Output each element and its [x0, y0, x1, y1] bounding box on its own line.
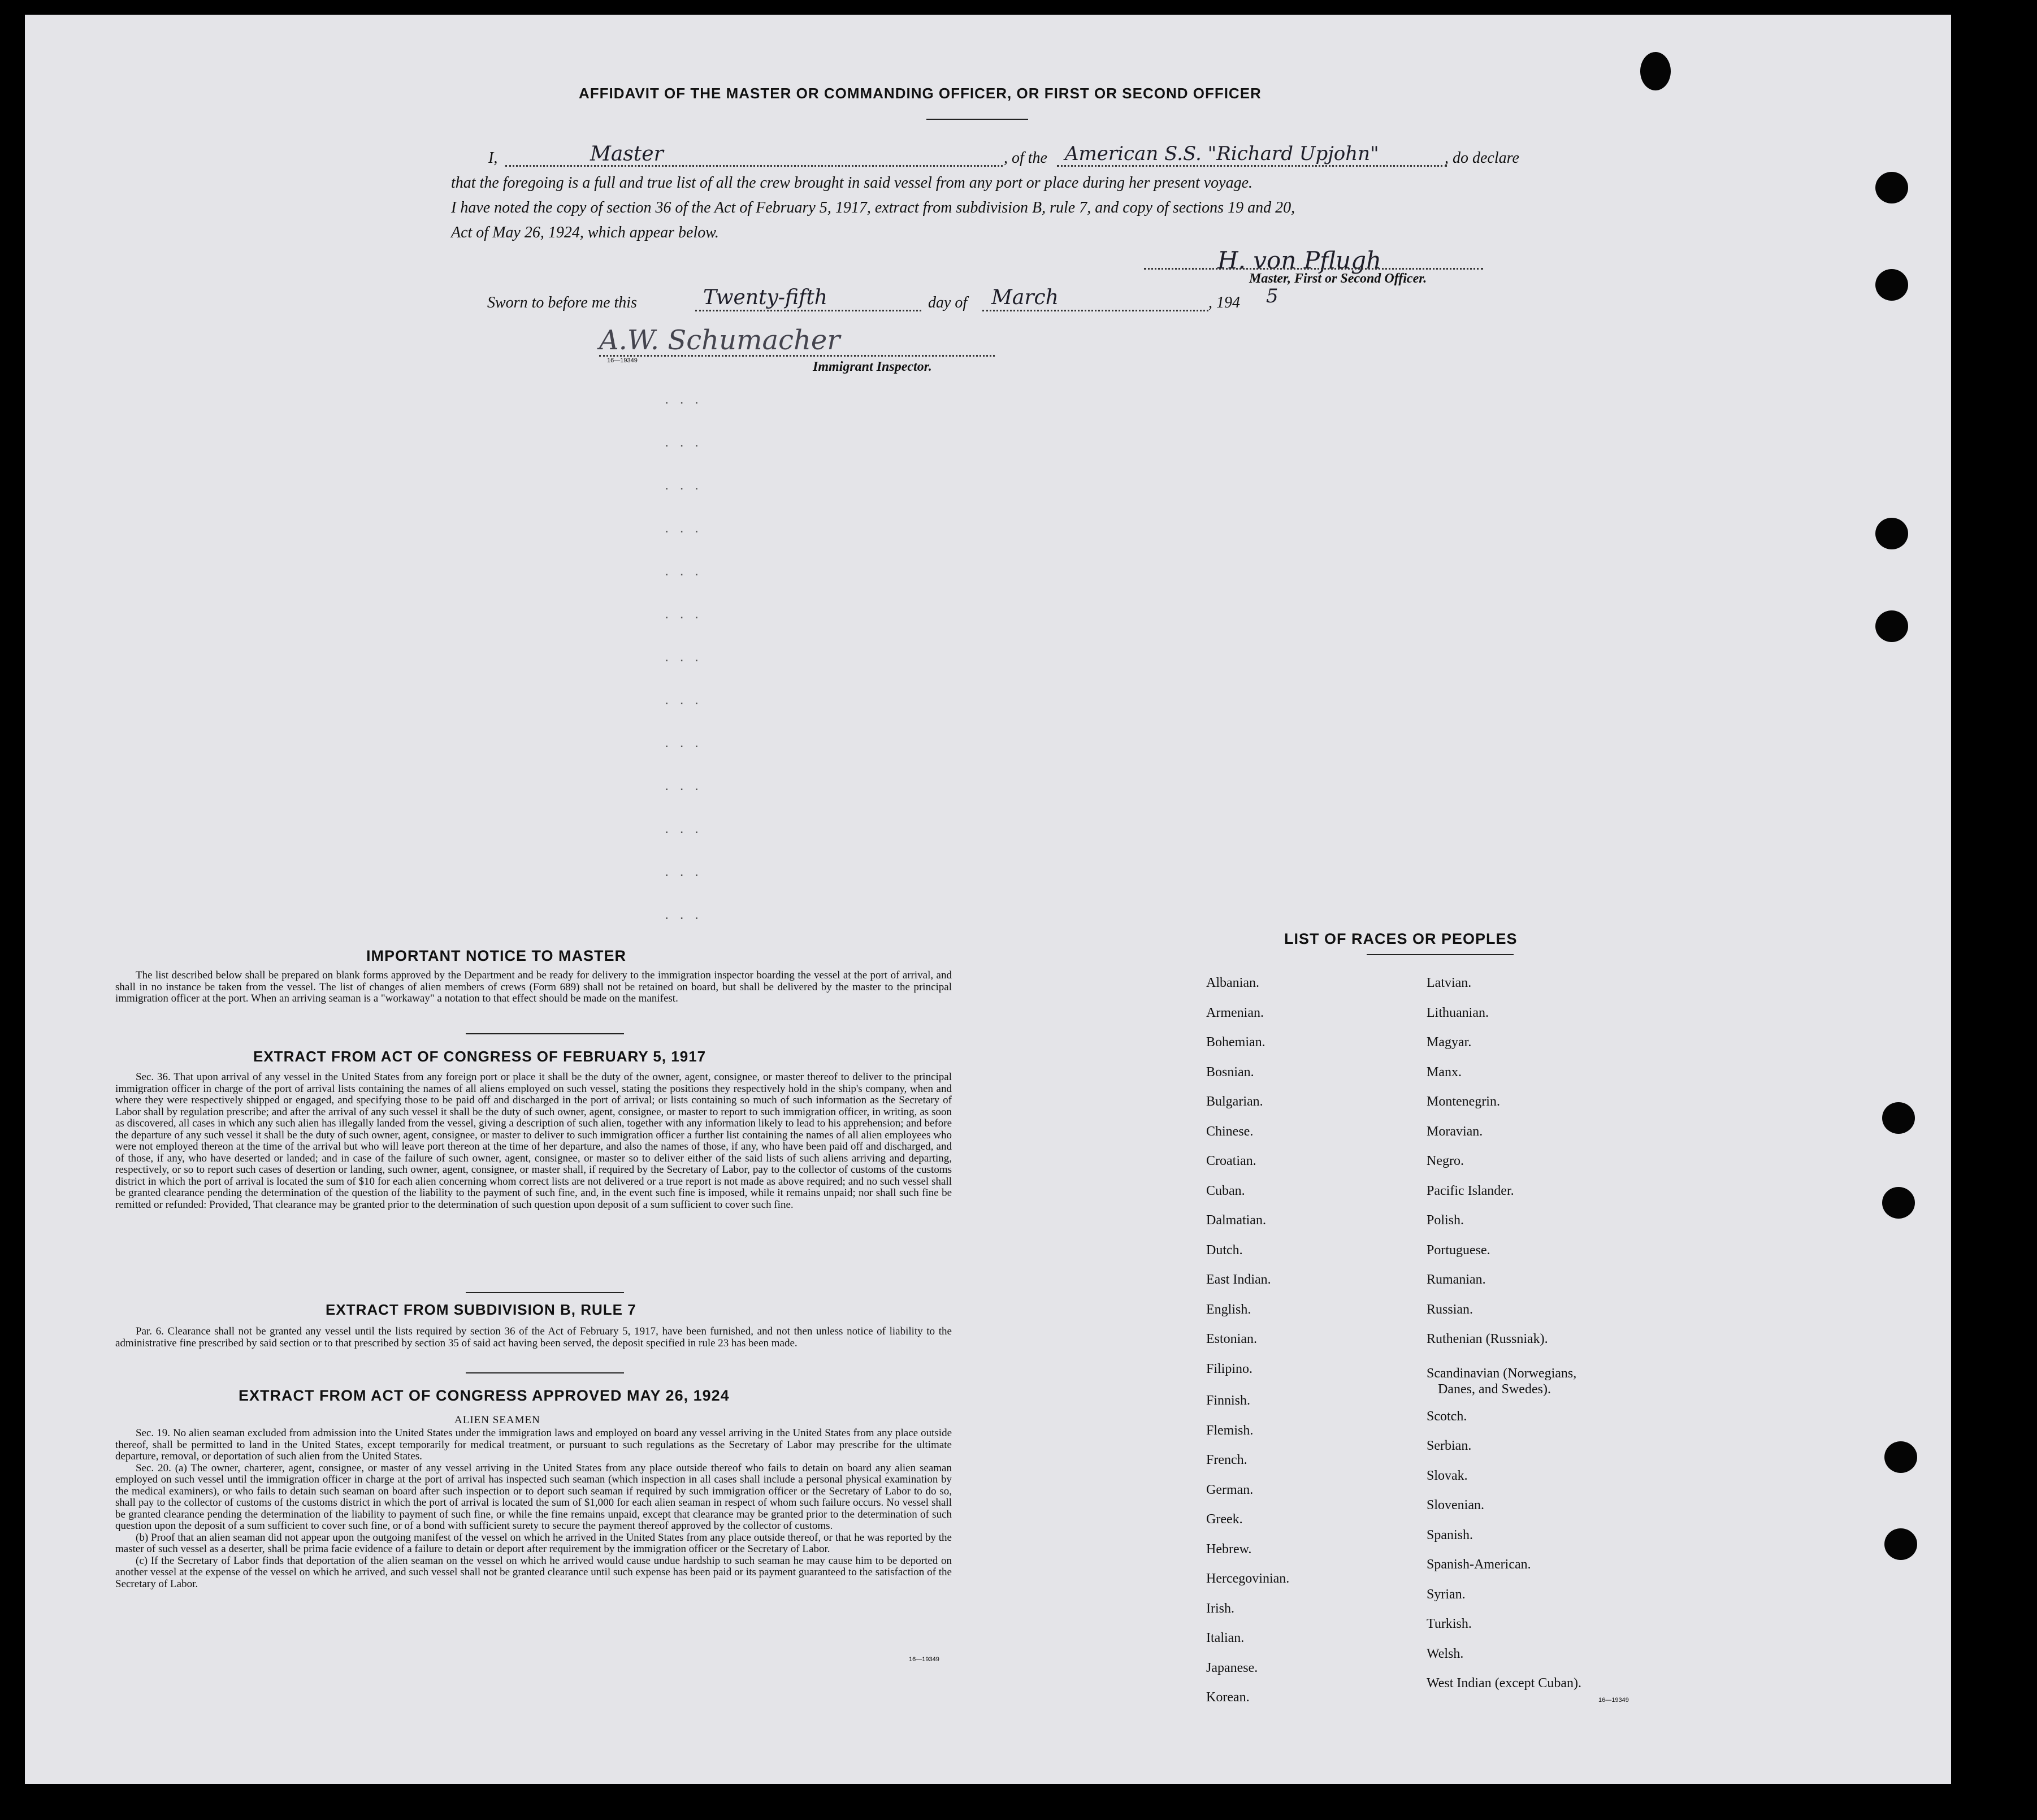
race-item: French. — [1206, 1453, 1247, 1467]
race-item: English. — [1206, 1302, 1251, 1317]
extract-1924-subtitle: ALIEN SEAMEN — [454, 1414, 540, 1426]
races-rule — [1367, 954, 1514, 955]
affidavit-line1-mid: , of the — [1004, 149, 1047, 167]
punch-hole — [1875, 518, 1908, 549]
faint-dots: . . . — [665, 691, 703, 708]
race-item: Ruthenian (Russniak). — [1427, 1332, 1548, 1346]
race-item: Lithuanian. — [1427, 1005, 1489, 1020]
section-rule — [466, 1033, 624, 1034]
race-item: Bosnian. — [1206, 1064, 1254, 1080]
sec-20c: (c) If the Secretary of Labor finds that deportation of the alien seaman on the vessel on which he arrived would cause undue hardship to such seaman he may cause him to be deported on another vessel at the expense of the vessel on which he arrived, and such vessel shall not be granted clearance until such expense has been paid or its payment guaranteed to the satisfaction of the Secretary of Labor. — [115, 1554, 952, 1590]
inspector-caption: Immigrant Inspector. — [813, 359, 932, 374]
day-of-label: day of — [928, 294, 968, 311]
race-item: Magyar. — [1427, 1035, 1472, 1050]
year-prefix: , 194 — [1208, 294, 1240, 311]
race-item: Portuguese. — [1427, 1242, 1490, 1258]
race-item: Latvian. — [1427, 976, 1472, 990]
race-item: German. — [1206, 1482, 1254, 1497]
faint-dots: . . . — [665, 433, 703, 450]
punch-hole — [1882, 1187, 1915, 1219]
affidavit-line2: that the foregoing is a full and true list of all the crew brought in said vessel from any port or place during her present voyage. — [451, 174, 1253, 192]
affidavit-title: AFFIDAVIT OF THE MASTER OR COMMANDING OFFICER, OR FIRST OR SECOND OFFICER — [579, 85, 1262, 102]
affidavit-line3: I have noted the copy of section 36 of the Act of February 5, 1917, extract from subdivision B, rule 7, and copy of sections 19 and 20, — [451, 199, 1295, 216]
faint-dots: . . . — [665, 390, 703, 407]
race-item: Pacific Islander. — [1427, 1183, 1514, 1198]
extract-1917-text: Sec. 36. That upon arrival of any vessel in the United States from any foreign port or place it shall be the duty of the owner, agent, consignee, or master thereof to deliver to the principal immigration officer in charge of the port of arrival lists containing the names of all aliens employed on such vessel, stating the positions they respectively hold in the ship's company, when and where they were respectively shipped or engaged, and specifying those to be paid off and discharged in the port of arrival; or lists containing so much of such information as the Secretary of Labor shall by regulation prescribe; and after the arrival of any such vessel it shall be the duty of such owner, agent, consignee, or master to report to such immigration officer, in writing, as soon as discovered, all cases in which any such alien has illegally landed from the vessel, giving a description of such alien, together with any information likely to lead to his apprehension; and before the departure of any such vessel it shall be the duty of such owner, agent, consignee, or master to deliver to such immigration officer a further list containing the names of all alien employees who were not employed thereon at the time of the arrival but who will leave port thereon at the time of her departure, and also the names of those, if any, who have been paid off and discharged, and of those, if any, who have deserted or landed; and in case of the failure of such owner, agent, consignee, or master so to deliver either of the said lists of such aliens arriving and departing, respectively, or so to report such cases of desertion or landing, such owner, agent, consignee, or master shall, if required by the Secretary of Labor, pay to the collector of customs of the customs district in which the port of arrival is located the sum of $10 for each alien concerning whom correct lists are not delivered or a true report is not made as above required; and no such vessel shall be granted clearance pending the determination of the question of the liability to the payment of such fine, and, in the event such fine is imposed, while it remains unpaid; nor shall such fine be remitted or refunded: Provided, That clearance may be granted prior to the determination of such question upon deposit of a sum sufficient to cover such fine. — [115, 1071, 952, 1211]
race-item: Slovenian. — [1427, 1498, 1484, 1513]
faint-dots: . . . — [665, 863, 703, 879]
section-rule — [466, 1292, 624, 1293]
race-item: Slovak. — [1427, 1468, 1468, 1483]
race-item: Flemish. — [1206, 1423, 1254, 1438]
handwritten-day: Twenty-fifth — [703, 286, 827, 309]
race-item: Hebrew. — [1206, 1541, 1252, 1557]
punch-hole — [1875, 269, 1908, 301]
month-blank-line — [982, 310, 1208, 311]
punch-hole — [1640, 52, 1671, 90]
race-item: Manx. — [1427, 1064, 1462, 1080]
race-item: Syrian. — [1427, 1587, 1466, 1602]
race-item: Albanian. — [1206, 976, 1259, 990]
day-blank-line — [695, 310, 921, 311]
sec-20a: Sec. 20. (a) The owner, charterer, agent, consignee, or master of any vessel arriving in the United States from any place outside thereof who fails to detain on board any alien seaman employed on such vessel until the immigration officer in charge at the port of arrival has inspected such seaman (which inspection in all cases shall include a personal physical examination by the medical examiners), or who fails to detain such seaman on board after such inspection or to deport such seaman if required by such immigration officer or the Secretary of Labor to do so, shall pay to the collector of customs of the customs district in which the port of arrival is located the sum of $1,000 for each alien seaman in respect of whom such failure occurs. No vessel shall be granted clearance pending the determination of the liability to payment of such fine, or while the fine remains unpaid, except that clearance may be granted prior to the determination of such question upon the deposit of a sum sufficient to cover such fine, or of a bond with sufficient surety to secure the payment thereof approved by the collector of customs. — [115, 1462, 952, 1532]
handwritten-month: March — [991, 286, 1059, 309]
race-item: Negro. — [1427, 1154, 1464, 1168]
race-item: Bulgarian. — [1206, 1094, 1263, 1109]
race-item: East Indian. — [1206, 1272, 1271, 1287]
extract-rule7-title: EXTRACT FROM SUBDIVISION B, RULE 7 — [326, 1301, 636, 1318]
handwritten-officer-title: Master — [590, 142, 664, 166]
race-item: Rumanian. — [1427, 1272, 1486, 1287]
race-item: Italian. — [1206, 1631, 1245, 1645]
sworn-prefix: Sworn to before me this — [487, 294, 637, 311]
faint-dots: . . . — [665, 777, 703, 794]
race-item: Welsh. — [1427, 1646, 1464, 1661]
affidavit-line1-end: , do declare — [1445, 149, 1519, 167]
extract-1917-title: EXTRACT FROM ACT OF CONGRESS OF FEBRUARY 5, 1917 — [253, 1048, 707, 1065]
notice-title: IMPORTANT NOTICE TO MASTER — [366, 947, 626, 964]
race-item: Turkish. — [1427, 1617, 1472, 1631]
affidavit-line1-prefix: I, — [488, 149, 498, 167]
officer-blank-line — [505, 165, 1003, 167]
signature-line — [1144, 268, 1483, 270]
extract-1924-title: EXTRACT FROM ACT OF CONGRESS APPROVED MAY 26, 1924 — [239, 1387, 730, 1404]
race-item: Spanish. — [1427, 1527, 1473, 1542]
faint-dots: . . . — [665, 648, 703, 665]
extract-1924-text — [115, 1428, 952, 1590]
section-rule — [466, 1372, 624, 1373]
faint-dots: . . . — [665, 605, 703, 622]
punch-hole — [1882, 1102, 1915, 1134]
race-item: Estonian. — [1206, 1332, 1257, 1346]
notice-text: The list described below shall be prepared on blank forms approved by the Department and be ready for delivery to the immigration inspector boarding the vessel at the port of arrival, and shall in no instance be taken from the vessel. The list of changes of alien members of crews (Form 689) shall not be retained on board, but shall be delivered by the master to the principal immigration officer at the port. When an arriving seaman is a "workaway" a notation to that effect should be made on the manifest. — [115, 969, 952, 1004]
sec-19: Sec. 19. No alien seaman excluded from admission into the United States under the immigration laws and employed on board any vessel arriving in the United States from any place outside thereof, shall be permitted to land in the United States, except temporarily for medical treatment, or pursuant to such regulations as the Secretary of Labor may prescribe for the ultimate departure, removal, or deportation of such alien from the United States. — [115, 1427, 952, 1462]
race-item: Serbian. — [1427, 1438, 1472, 1453]
race-item: Spanish-American. — [1427, 1557, 1531, 1572]
handwritten-vessel-name: American S.S. "Richard Upjohn" — [1065, 142, 1379, 165]
affidavit-line4: Act of May 26, 1924, which appear below. — [451, 224, 719, 241]
inspector-signature: A.W. Schumacher — [599, 324, 840, 356]
faint-dots: . . . — [665, 734, 703, 751]
punch-hole — [1884, 1528, 1917, 1560]
race-item: Korean. — [1206, 1690, 1250, 1705]
race-item: Filipino. — [1206, 1361, 1253, 1376]
punch-hole — [1875, 172, 1908, 203]
title-rule — [926, 119, 1028, 120]
race-item: Moravian. — [1427, 1124, 1483, 1139]
race-item: Croatian. — [1206, 1154, 1256, 1168]
race-item: Polish. — [1427, 1213, 1464, 1228]
faint-dots: . . . — [665, 820, 703, 837]
race-item: Finnish. — [1206, 1393, 1251, 1408]
faint-dots: . . . — [665, 476, 703, 493]
race-item: Bohemian. — [1206, 1035, 1265, 1050]
faint-dots: . . . — [665, 562, 703, 579]
master-signature: H. von Pflugh — [1217, 246, 1382, 274]
race-item: West Indian (except Cuban). — [1427, 1676, 1581, 1691]
extract-form-number: 16—19349 — [909, 1656, 939, 1663]
punch-hole — [1875, 610, 1908, 642]
race-item: Chinese. — [1206, 1124, 1254, 1139]
race-item: Scandinavian (Norwegians, — [1427, 1366, 1577, 1381]
race-item: Dutch. — [1206, 1242, 1243, 1258]
handwritten-year-digit: 5 — [1266, 285, 1278, 307]
race-item: Russian. — [1427, 1302, 1473, 1317]
race-item: Irish. — [1206, 1601, 1234, 1616]
vessel-blank-line — [1057, 165, 1447, 167]
race-item: Armenian. — [1206, 1005, 1264, 1020]
extract-rule7-text: Par. 6. Clearance shall not be granted any vessel until the lists required by section 36 of the Act of February 5, 1917, have been furnished, and not then unless notice of liability to the administrative fine prescribed by said section or to that prescribed by section 35 of said act having been served, the deposit specified in rule 23 has been made. — [115, 1325, 952, 1349]
race-item: Cuban. — [1206, 1183, 1245, 1198]
race-item: Scotch. — [1427, 1409, 1467, 1424]
race-item: Dalmatian. — [1206, 1213, 1266, 1228]
sec-20b: (b) Proof that an alien seaman did not appear upon the outgoing manifest of the vessel on which he arrived in the United States from any place outside thereof, or that he was reported by the master of such vessel as a deserter, shall be prima facie evidence of a failure to detain or deport after requirement by the immigration officer or the Secretary of Labor. — [115, 1531, 952, 1555]
race-item: Montenegrin. — [1427, 1094, 1500, 1109]
document-page — [25, 15, 1951, 1784]
punch-hole — [1884, 1441, 1917, 1473]
race-item: Japanese. — [1206, 1660, 1258, 1675]
faint-dots: . . . — [665, 905, 703, 922]
race-item: Hercegovinian. — [1206, 1571, 1290, 1586]
affidavit-form-number: 16—19349 — [607, 357, 638, 364]
inspector-line — [599, 355, 995, 357]
faint-dots: . . . — [665, 519, 703, 536]
races-form-number: 16—19349 — [1598, 1697, 1629, 1704]
race-item: Danes, and Swedes). — [1438, 1381, 1551, 1397]
signature-caption: Master, First or Second Officer. — [1249, 271, 1427, 286]
races-title: LIST OF RACES OR PEOPLES — [1284, 930, 1518, 947]
race-item: Greek. — [1206, 1512, 1243, 1527]
